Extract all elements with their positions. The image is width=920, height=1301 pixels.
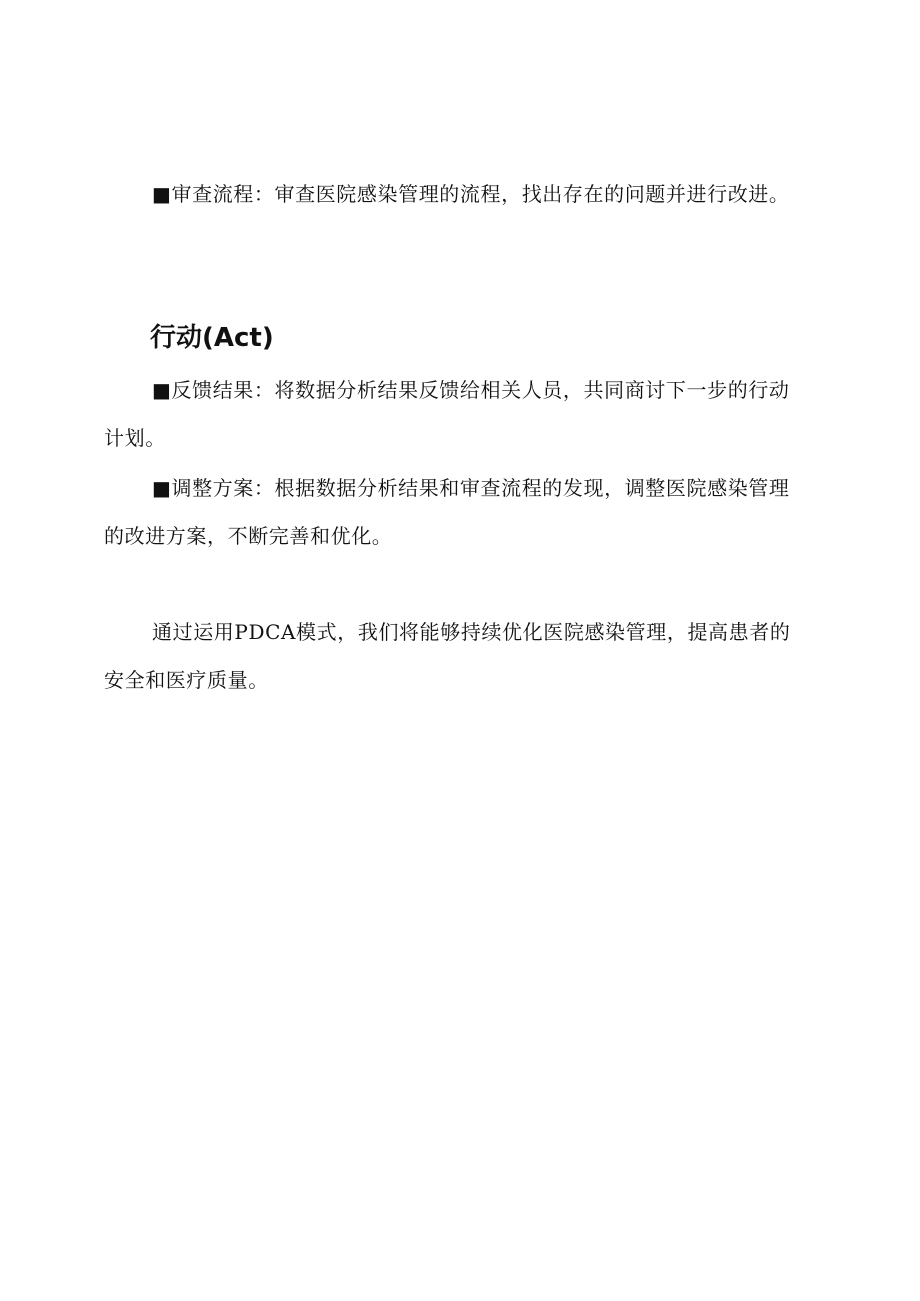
adjust-plan-item xyxy=(104,464,806,560)
review-process-item xyxy=(104,170,806,218)
review-process-label: 审查流程： xyxy=(171,182,275,206)
act-heading: 行动(Act) xyxy=(150,323,274,353)
bullet-square-icon: ■ xyxy=(152,378,172,402)
bullet-square-icon: ■ xyxy=(152,182,172,206)
conclusion-paragraph: 通过运用PDCA模式，我们将能够持续优化医院感染管理，提高患者的安全和医疗质量。 xyxy=(104,620,791,692)
adjust-plan-label: 调整方案： xyxy=(171,476,275,500)
bullet-square-icon: ■ xyxy=(152,476,172,500)
feedback-results-text: 将数据分析结果反馈给相关人员，共同商讨下一步的行动计划。 xyxy=(104,378,790,450)
feedback-results-item xyxy=(104,366,806,462)
review-process-text: 审查医院感染管理的流程，找出存在的问题并进行改进。 xyxy=(274,182,790,206)
adjust-plan-text: 根据数据分析结果和审查流程的发现，调整医院感染管理的改进方案，不断完善和优化。 xyxy=(104,476,790,548)
feedback-results-label: 反馈结果： xyxy=(171,378,275,402)
